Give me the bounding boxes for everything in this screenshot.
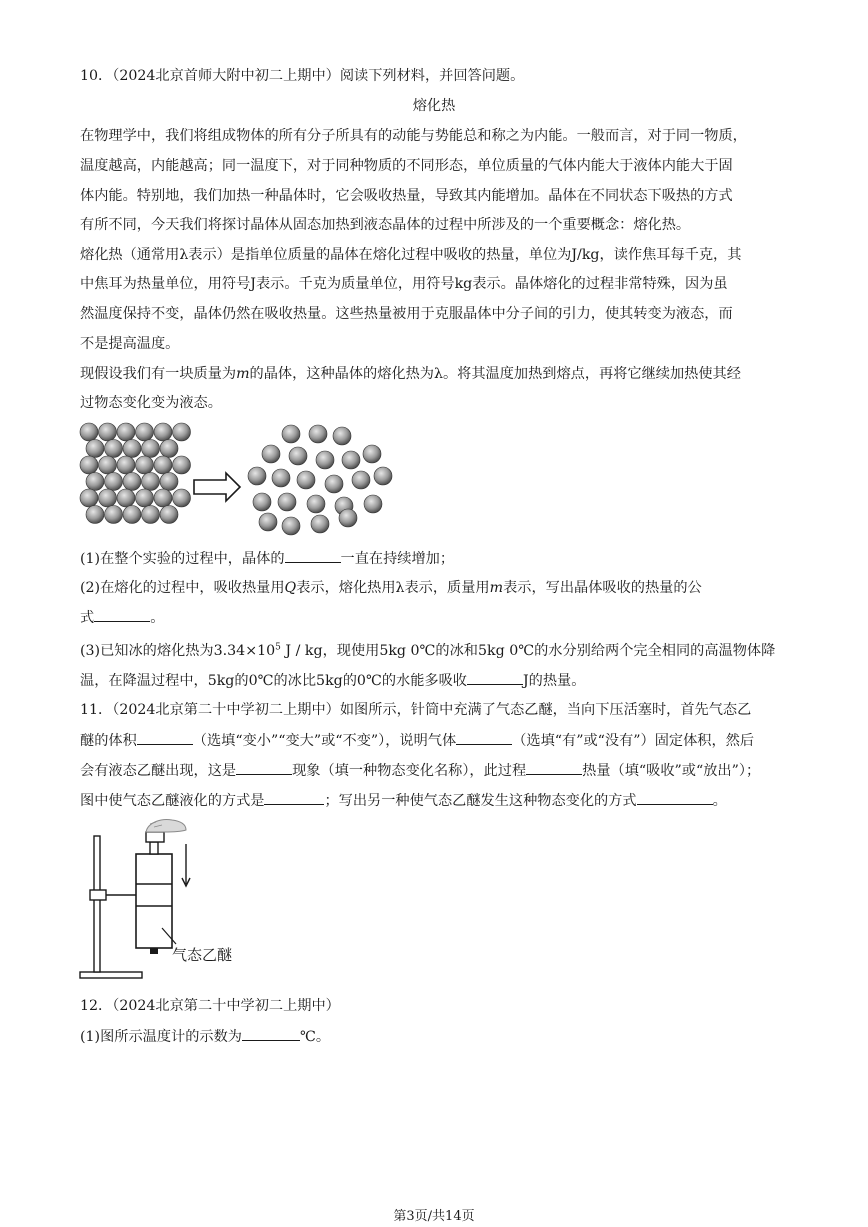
solid-molecule bbox=[173, 489, 191, 507]
solid-molecule bbox=[99, 423, 117, 441]
solid-molecule bbox=[136, 489, 154, 507]
q10-sub2-line1 bbox=[80, 578, 702, 598]
q10-p3-line1 bbox=[80, 364, 741, 384]
q10-sub3-value: 3.34×10 bbox=[213, 643, 276, 659]
q11-line4 bbox=[80, 790, 727, 811]
q10-sub3-line1 bbox=[80, 641, 775, 661]
q10-p2-line1: 熔化热（通常用λ表示）是指单位质量的晶体在熔化过程中吸收的热量，单位为J/kg，读作焦耳每千克，其 bbox=[80, 247, 742, 263]
solid-molecule bbox=[117, 456, 135, 474]
answer-blank-9[interactable] bbox=[637, 790, 713, 805]
solid-molecule bbox=[142, 440, 160, 458]
liquid-molecule bbox=[364, 495, 382, 513]
solid-molecule bbox=[80, 423, 98, 441]
q10-sub2-text-b: 表示，熔化热用λ表示，质量用 bbox=[296, 580, 490, 596]
q10-sub3-text-c: 温，在降温过程中，5kg的0℃的冰比5kg的0℃的水能多吸收 bbox=[80, 673, 467, 689]
q10-sub2-text-d: 式 bbox=[80, 610, 95, 626]
liquid-molecule bbox=[363, 445, 381, 463]
q10-sub3-text-d: J的热量。 bbox=[522, 673, 586, 689]
solid-molecule bbox=[154, 456, 172, 474]
right-arrow-icon bbox=[194, 473, 240, 501]
solid-molecule bbox=[160, 506, 178, 524]
q10-sub3-text-b: ，现使用5kg 0℃的冰和5kg 0℃的水分别给两个完全相同的高温物体降 bbox=[322, 643, 776, 659]
answer-blank-6[interactable] bbox=[236, 760, 292, 775]
q10-header: 10．（2024北京首师大附中初二上期中）阅读下列材料，并回答问题。 bbox=[80, 68, 525, 84]
solid-molecule bbox=[123, 506, 141, 524]
liquid-molecule bbox=[248, 467, 266, 485]
stand-base bbox=[80, 972, 142, 978]
liquid-molecule bbox=[282, 425, 300, 443]
q11-text-b: （选填“变小”“变大”或“不变”），说明气体 bbox=[192, 733, 457, 749]
q12-sub1-text-a: (1)图所示温度计的示数为 bbox=[80, 1029, 242, 1045]
solid-molecule bbox=[86, 506, 104, 524]
liquid-molecule bbox=[325, 475, 343, 493]
answer-blank-1[interactable] bbox=[285, 548, 341, 563]
liquid-molecule bbox=[297, 471, 315, 489]
plunger-rod bbox=[150, 842, 158, 854]
liquid-molecule bbox=[309, 425, 327, 443]
solid-molecule bbox=[142, 473, 160, 491]
solid-molecule bbox=[117, 423, 135, 441]
liquid-molecule bbox=[352, 471, 370, 489]
q10-p3-text-a: 现假设我们有一块质量为 bbox=[80, 366, 237, 382]
q10-sub3-exponent: 5 bbox=[275, 642, 281, 653]
liquid-molecule bbox=[307, 495, 325, 513]
q12-sub1-text-b: ℃。 bbox=[299, 1029, 331, 1045]
solid-molecule bbox=[105, 440, 123, 458]
syringe-nozzle bbox=[150, 948, 158, 954]
solid-molecule bbox=[123, 440, 141, 458]
solid-molecule bbox=[86, 440, 104, 458]
q10-p3-text-b: 的晶体，这种晶体的熔化热为λ。将其温度加热到熔点，再将它继续加热使其经 bbox=[249, 366, 741, 382]
solid-lattice-molecules bbox=[80, 423, 191, 524]
solid-molecule bbox=[80, 456, 98, 474]
liquid-molecule bbox=[272, 469, 290, 487]
solid-molecule bbox=[117, 489, 135, 507]
q12-header: 12．（2024北京第二十中学初二上期中） bbox=[80, 998, 340, 1014]
q10-p2-line2: 中焦耳为热量单位，用符号J表示。千克为质量单位，用符号kg表示。晶体熔化的过程非常特殊，因为虽 bbox=[80, 276, 728, 292]
solid-molecule bbox=[80, 489, 98, 507]
q10-sub3-line2 bbox=[80, 670, 585, 691]
liquid-molecule bbox=[259, 513, 277, 531]
q10-sub1 bbox=[80, 548, 454, 569]
clamp-block bbox=[90, 890, 106, 900]
hand-icon bbox=[146, 820, 186, 833]
solid-molecule bbox=[136, 456, 154, 474]
figure-label-ether: 气态乙醚 bbox=[172, 946, 233, 964]
solid-molecule bbox=[154, 423, 172, 441]
q10-sub1-text-b: 一直在持续增加； bbox=[340, 551, 455, 567]
q11-line1: 11．（2024北京第二十中学初二上期中）如图所示，针筒中充满了气态乙醚，当向下压活塞时，首先气态乙 bbox=[80, 702, 752, 718]
liquid-molecule bbox=[333, 427, 351, 445]
liquid-molecule bbox=[282, 517, 300, 535]
q11-text-f: 热量（填“吸收”或“放出”）； bbox=[582, 763, 761, 779]
page-footer: 第3页/共14页 bbox=[393, 1209, 475, 1224]
q11-line3 bbox=[80, 760, 760, 781]
q10-p2-line4: 不是提高温度。 bbox=[80, 336, 180, 352]
liquid-molecule bbox=[339, 509, 357, 527]
q11-text-i: 。 bbox=[712, 793, 727, 809]
liquid-molecule bbox=[316, 451, 334, 469]
q11-text-c: （选填“有”或“没有”）固定体积，然后 bbox=[512, 733, 755, 749]
q10-sub2-m-symbol: m bbox=[489, 580, 504, 596]
solid-molecule bbox=[160, 473, 178, 491]
liquid-molecule bbox=[278, 493, 296, 511]
q10-p1-line1: 在物理学中，我们将组成物体的所有分子所具有的动能与势能总和称之为内能。一般而言，对于同一物质， bbox=[80, 128, 747, 144]
q10-sub3-unit: J / kg bbox=[285, 643, 323, 659]
q10-p1-line4: 有所不同，今天我们将探讨晶体从固态加热到液态晶体的过程中所涉及的一个重要概念：熔化热。 bbox=[80, 217, 691, 233]
q10-p3-mass-symbol: m bbox=[236, 366, 250, 382]
solid-molecule bbox=[142, 506, 160, 524]
q11-line2 bbox=[80, 730, 754, 751]
liquid-molecule bbox=[374, 467, 392, 485]
answer-blank-8[interactable] bbox=[264, 790, 324, 805]
q11-text-g: 图中使气态乙醚液化的方式是 bbox=[80, 793, 265, 809]
answer-blank-3[interactable] bbox=[467, 670, 523, 685]
syringe-stand-figure bbox=[76, 814, 276, 984]
plunger-handle bbox=[146, 832, 164, 842]
q10-sub2-line2 bbox=[80, 607, 164, 628]
solid-molecule bbox=[136, 423, 154, 441]
q10-p1-line2: 温度越高，内能越高；同一温度下，对于同种物质的不同形态，单位质量的气体内能大于液体内能大于固 bbox=[80, 158, 733, 174]
solid-molecule bbox=[160, 440, 178, 458]
solid-to-liquid-figure bbox=[76, 418, 406, 538]
q10-sub2-Q-symbol: Q bbox=[284, 580, 297, 596]
q10-sub1-text-a: (1)在整个实验的过程中，晶体的 bbox=[80, 551, 285, 567]
q10-p2-line3: 然温度保持不变，晶体仍然在吸收热量。这些热量被用于克服晶体中分子间的引力，使其转变为液态，而 bbox=[80, 306, 733, 322]
liquid-molecule bbox=[262, 445, 280, 463]
answer-blank-4[interactable] bbox=[137, 730, 193, 745]
liquid-molecule bbox=[253, 493, 271, 511]
answer-blank-10[interactable] bbox=[242, 1026, 300, 1041]
q10-p3-line2: 过物态变化变为液态。 bbox=[80, 395, 222, 411]
answer-blank-7[interactable] bbox=[526, 760, 582, 775]
liquid-scattered-molecules bbox=[248, 425, 392, 535]
solid-molecule bbox=[154, 489, 172, 507]
liquid-molecule bbox=[311, 515, 329, 533]
solid-molecule bbox=[123, 473, 141, 491]
answer-blank-2[interactable] bbox=[94, 607, 150, 622]
q10-sub2-text-c: 表示，写出晶体吸收的热量的公 bbox=[503, 580, 702, 596]
liquid-molecule bbox=[289, 447, 307, 465]
q12-sub1 bbox=[80, 1026, 330, 1047]
article-title: 熔化热 bbox=[412, 98, 456, 114]
q11-text-h: ；写出另一种使气态乙醚发生这种物态变化的方式 bbox=[324, 793, 637, 809]
stand-pole bbox=[94, 836, 100, 972]
q11-text-a: 醚的体积 bbox=[80, 733, 137, 749]
solid-molecule bbox=[173, 456, 191, 474]
q11-text-d: 会有液态乙醚出现，这是 bbox=[80, 763, 237, 779]
q10-p1-line3: 体内能。特别地，我们加热一种晶体时，它会吸收热量，导致其内能增加。晶体在不同状态下吸热的方式 bbox=[80, 188, 733, 204]
answer-blank-5[interactable] bbox=[456, 730, 512, 745]
q10-sub2-text-a: (2)在熔化的过程中，吸收热量用 bbox=[80, 580, 285, 596]
q11-text-e: 现象（填一种物态变化名称），此过程 bbox=[292, 763, 527, 779]
q10-sub3-text-a: (3)已知冰的熔化热为 bbox=[80, 643, 214, 659]
solid-molecule bbox=[105, 473, 123, 491]
solid-molecule bbox=[105, 506, 123, 524]
solid-molecule bbox=[99, 456, 117, 474]
solid-molecule bbox=[173, 423, 191, 441]
solid-molecule bbox=[99, 489, 117, 507]
q10-sub2-text-e: 。 bbox=[150, 610, 165, 626]
liquid-molecule bbox=[342, 451, 360, 469]
solid-molecule bbox=[86, 473, 104, 491]
